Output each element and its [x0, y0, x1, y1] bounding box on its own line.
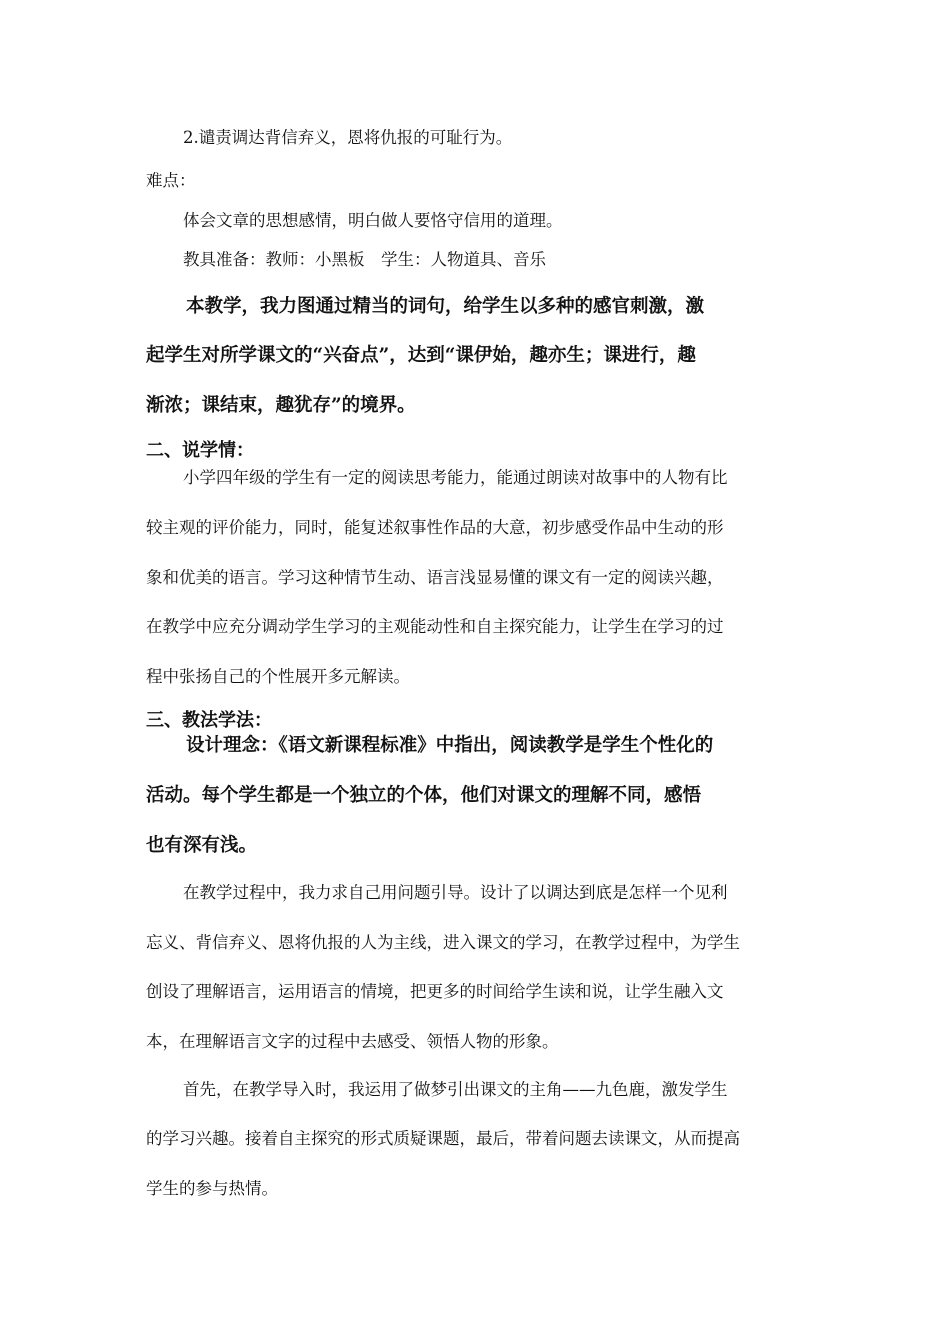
- student-analysis-line-2: 较主观的评价能力，同时，能复述叙事性作品的大意，初步感受作品中生动的形: [146, 518, 724, 537]
- difficulty-text: 体会文章的思想感情，明白做人要恪守信用的道理。: [183, 211, 563, 230]
- process-paragraph-line-4: 本，在理解语言文字的过程中去感受、领悟人物的形象。: [146, 1032, 559, 1051]
- student-analysis-line-1: 小学四年级的学生有一定的阅读思考能力，能通过朗读对故事中的人物有比: [183, 468, 728, 487]
- student-analysis-line-3: 象和优美的语言。学习这种情节生动、语言浅显易懂的课文有一定的阅读兴趣，: [146, 568, 724, 587]
- intro-bold-line-2: 起学生对所学课文的“兴奋点”，达到“课伊始，趣亦生；课进行，趣: [146, 345, 696, 366]
- design-concept-line-1: 设计理念：《语文新课程标准》中指出，阅读教学是学生个性化的: [186, 735, 714, 756]
- teaching-aids-text: 教具准备：教师：小黑板 学生：人物道具、音乐: [183, 250, 546, 269]
- design-concept-line-2: 活动。每个学生都是一个独立的个体，他们对课文的理解不同，感悟: [146, 785, 702, 806]
- process-paragraph-line-2: 忘义、背信弃义、恩将仇报的人为主线，进入课文的学习，在教学过程中，为学生: [146, 933, 740, 952]
- student-analysis-line-5: 程中张扬自己的个性展开多元解读。: [146, 667, 410, 686]
- section-heading-student-analysis: 二、说学情：: [146, 440, 254, 461]
- intro-method-line-3: 学生的参与热情。: [146, 1179, 278, 1198]
- student-analysis-line-4: 在教学中应充分调动学生学习的主观能动性和自主探究能力，让学生在学习的过: [146, 617, 724, 636]
- intro-bold-line-1: 本教学，我力图通过精当的词句，给学生以多种的感官刺激，激: [186, 296, 705, 317]
- intro-bold-line-3: 渐浓；课结束，趣犹存”的境界。: [146, 395, 416, 416]
- intro-method-line-1: 首先，在教学导入时，我运用了做梦引出课文的主角——九色鹿，激发学生: [183, 1080, 728, 1099]
- difficulty-label: 难点：: [146, 171, 196, 190]
- process-paragraph-line-1: 在教学过程中，我力求自己用问题引导。设计了以调达到底是怎样一个见利: [183, 883, 728, 902]
- process-paragraph-line-3: 创设了理解语言，运用语言的情境，把更多的时间给学生读和说，让学生融入文: [146, 982, 724, 1001]
- design-concept-line-3: 也有深有浅。: [146, 835, 258, 856]
- section-heading-teaching-methods: 三、教法学法：: [146, 710, 272, 731]
- objective-2-text: 2.谴责调达背信弃义，恩将仇报的可耻行为。: [183, 128, 513, 147]
- intro-method-line-2: 的学习兴趣。接着自主探究的形式质疑课题，最后，带着问题去读课文，从而提高: [146, 1129, 740, 1148]
